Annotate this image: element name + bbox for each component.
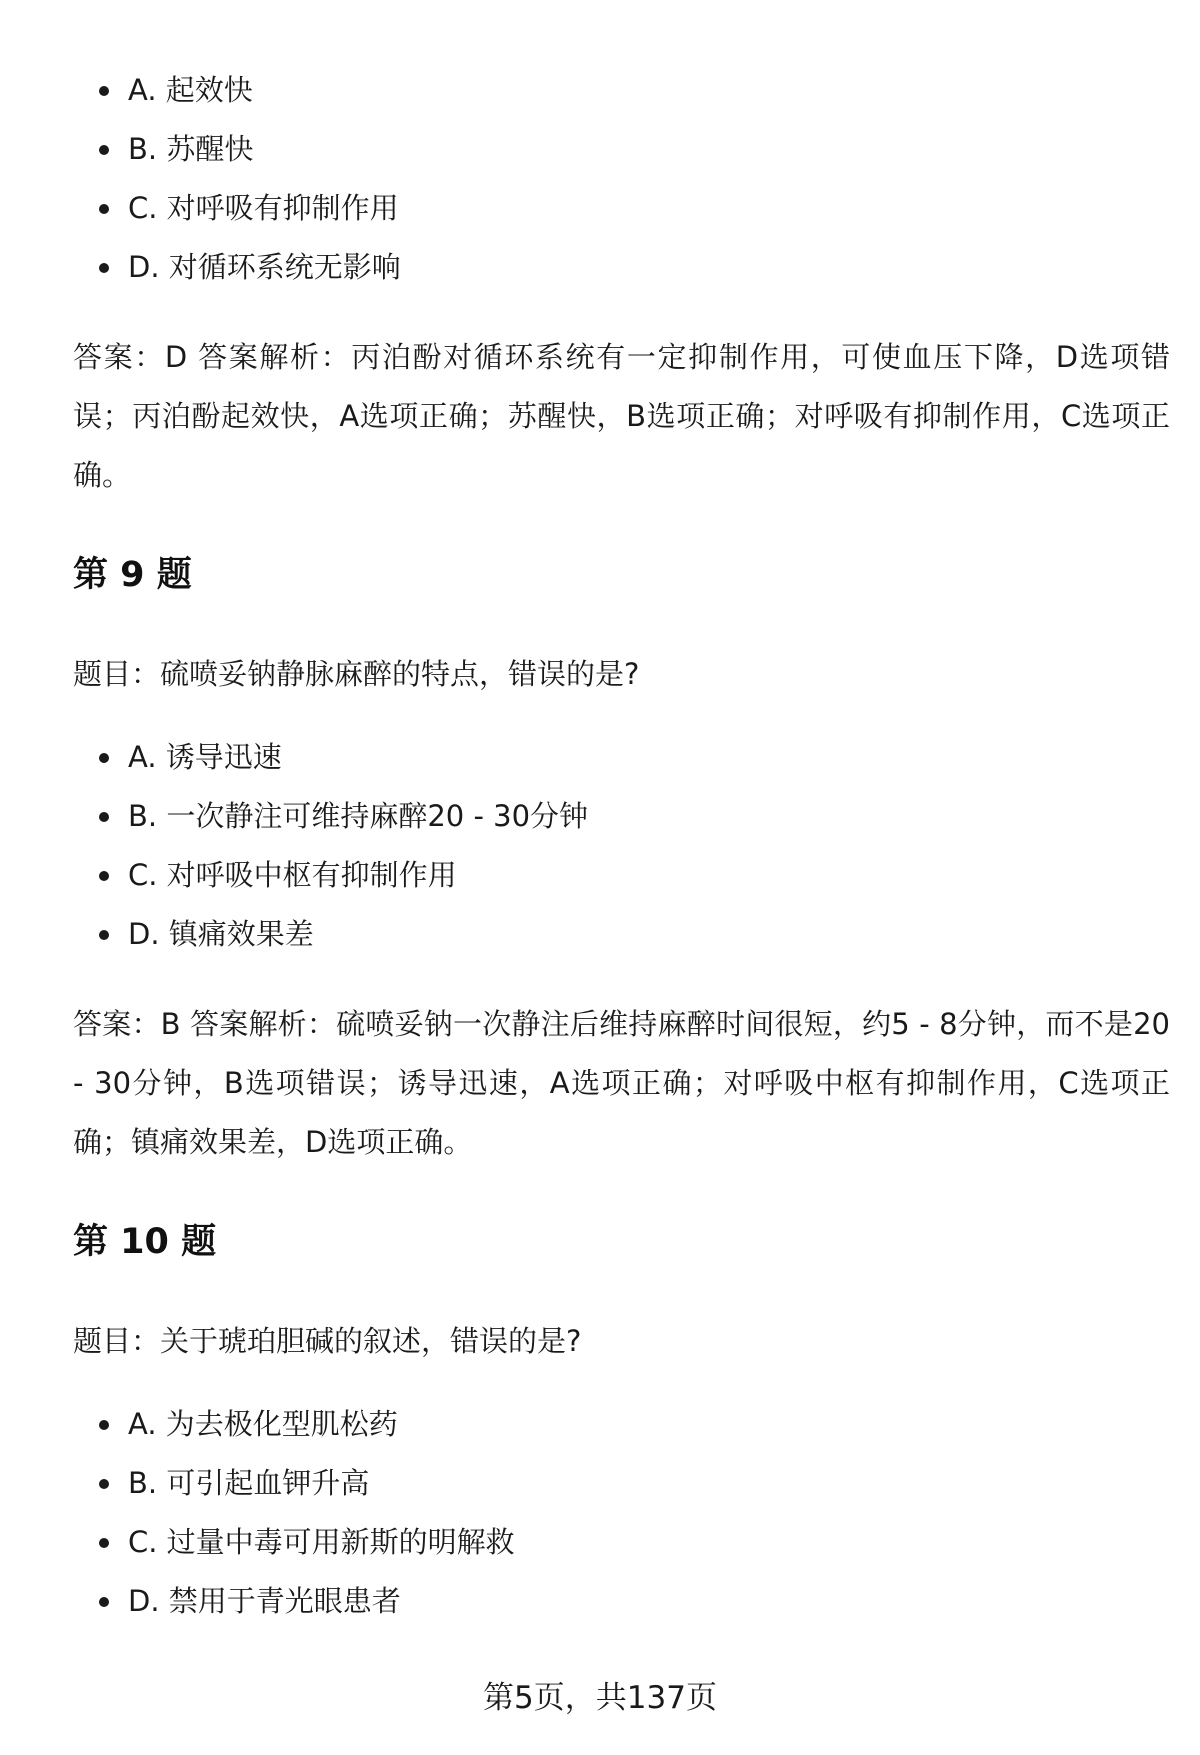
option-item: B. 一次静注可维持麻醉20 - 30分钟 — [0, 796, 1200, 836]
option-item: C. 对呼吸中枢有抑制作用 — [0, 855, 1200, 895]
bullet-icon — [99, 753, 109, 763]
option-item: A. 起效快 — [0, 70, 1200, 110]
q10-question-block — [0, 1312, 1200, 1371]
option-item: D. 禁用于青光眼患者 — [0, 1581, 1200, 1621]
question-heading: 第 10 题 — [73, 1222, 217, 1262]
bullet-icon — [99, 86, 109, 96]
option-item: B. 可引起血钾升高 — [0, 1463, 1200, 1503]
bullet-icon — [99, 1479, 109, 1489]
q9-answer-block — [0, 995, 1200, 1172]
option-item: B. 苏醒快 — [0, 129, 1200, 169]
q8-options — [0, 70, 1200, 306]
option-item: A. 为去极化型肌松药 — [0, 1404, 1200, 1444]
question-text: 题目：关于琥珀胆碱的叙述，错误的是? — [73, 1324, 582, 1358]
answer-explanation: 答案：B 答案解析：硫喷妥钠一次静注后维持麻醉时间很短，约5 - 8分钟，而不是20 - 30分钟，B选项错误；诱导迅速，A选项正确；对呼吸中枢有抑制作用，C选项正确；镇痛效果差，D选项正确。 — [73, 1007, 1170, 1159]
q10-heading-block — [0, 1220, 1200, 1264]
bullet-icon — [99, 1420, 109, 1430]
option-item: C. 对呼吸有抑制作用 — [0, 188, 1200, 228]
option-item: A. 诱导迅速 — [0, 737, 1200, 777]
q10-options — [0, 1404, 1200, 1640]
page-number: 第5页，共137页 — [483, 1680, 717, 1716]
bullet-icon — [99, 263, 109, 273]
bullet-icon — [99, 1538, 109, 1548]
bullet-icon — [99, 145, 109, 155]
bullet-icon — [99, 812, 109, 822]
option-item: D. 镇痛效果差 — [0, 914, 1200, 954]
question-text: 题目：硫喷妥钠静脉麻醉的特点，错误的是? — [73, 657, 640, 691]
question-heading: 第 9 题 — [73, 555, 192, 595]
q8-answer-block — [0, 328, 1200, 505]
bullet-icon — [99, 930, 109, 940]
q9-heading-block — [0, 553, 1200, 597]
q9-question-block — [0, 645, 1200, 704]
bullet-icon — [99, 204, 109, 214]
answer-explanation: 答案：D 答案解析：丙泊酚对循环系统有一定抑制作用，可使血压下降，D选项错误；丙泊酚起效快，A选项正确；苏醒快，B选项正确；对呼吸有抑制作用，C选项正确。 — [73, 340, 1170, 492]
bullet-icon — [99, 1597, 109, 1607]
option-item: C. 过量中毒可用新斯的明解救 — [0, 1522, 1200, 1562]
option-item: D. 对循环系统无影响 — [0, 247, 1200, 287]
q9-options — [0, 737, 1200, 973]
bullet-icon — [99, 871, 109, 881]
